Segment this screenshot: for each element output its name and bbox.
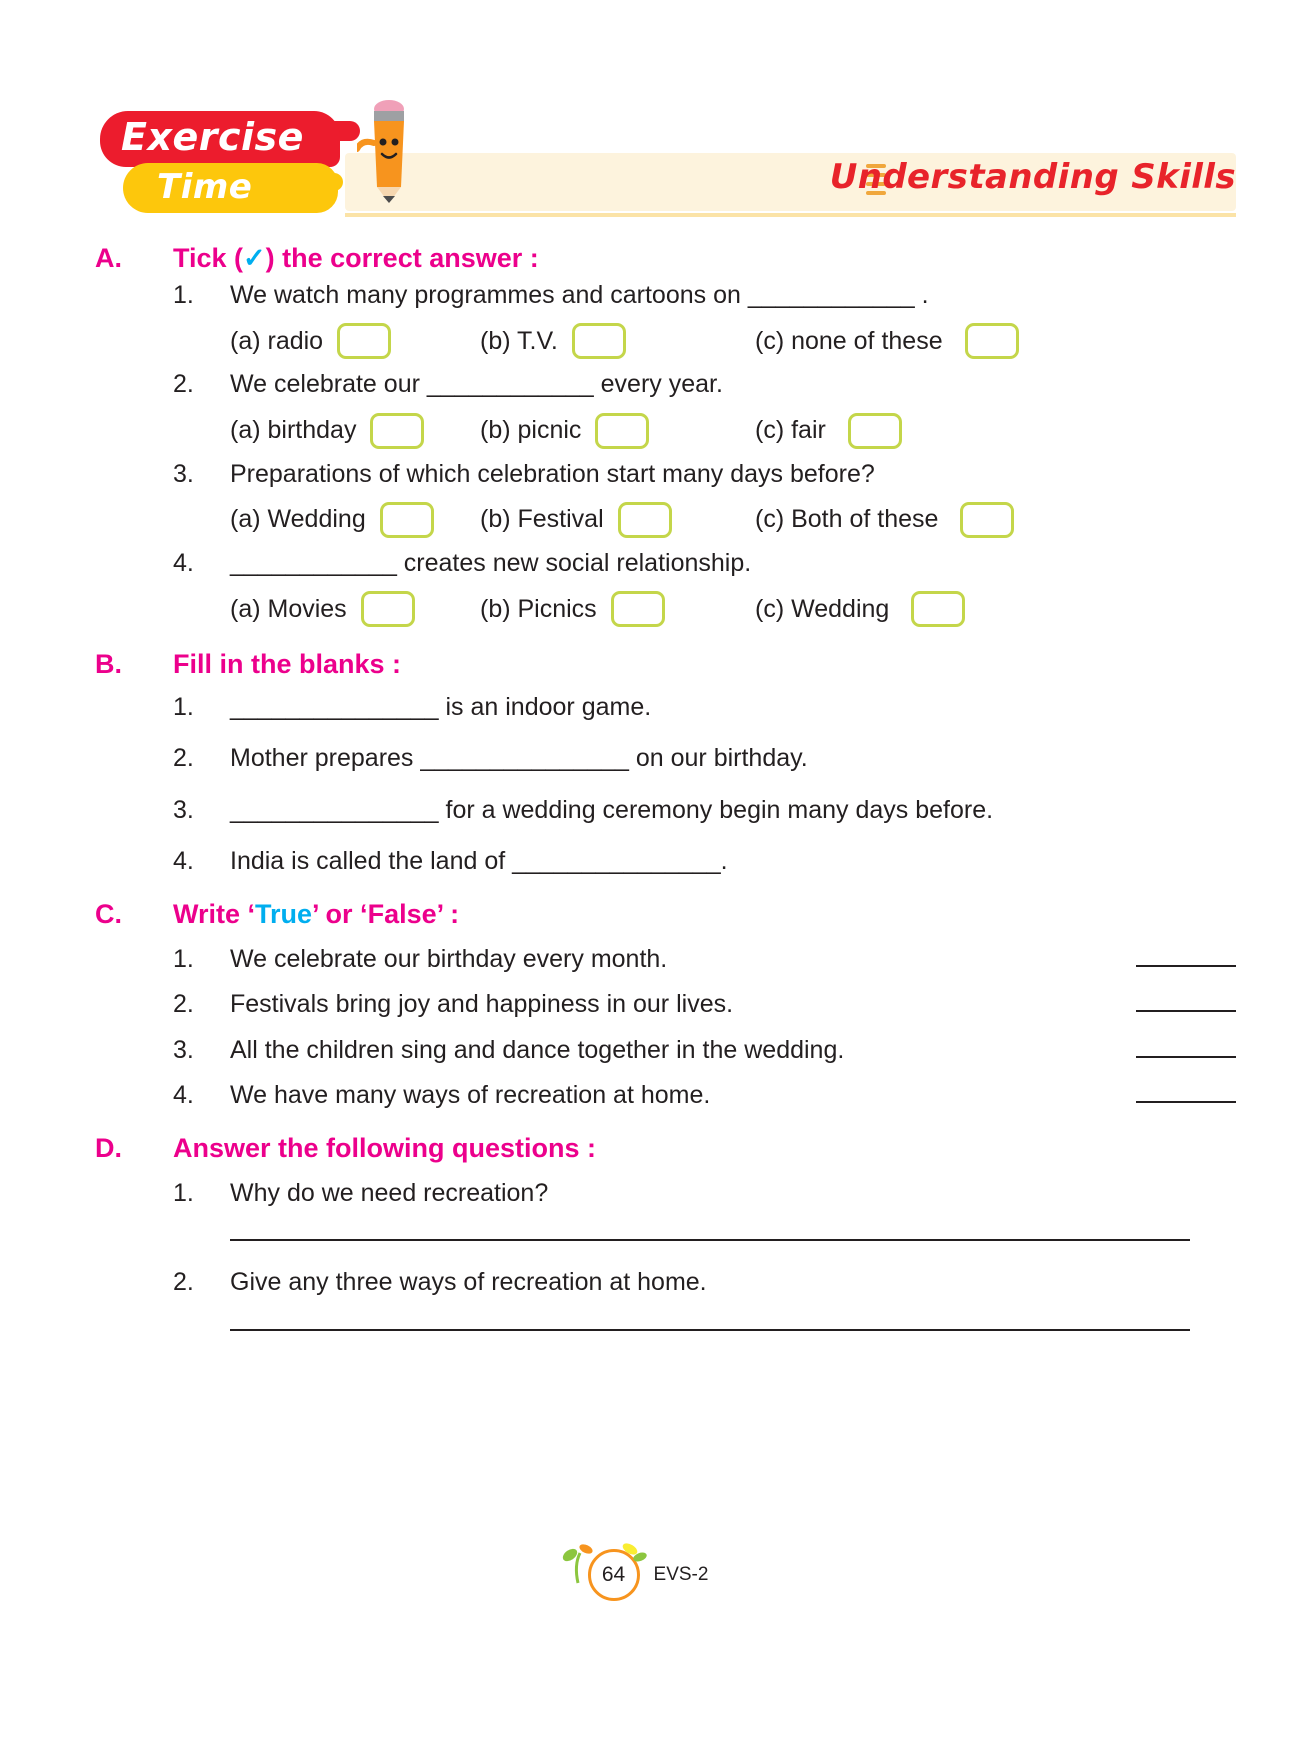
option-a4-c-label: (c) Wedding bbox=[755, 594, 890, 623]
tick-box-a1-b[interactable] bbox=[572, 323, 626, 359]
option-a2-c[interactable] bbox=[755, 413, 1095, 449]
question-b1-text: _______________ is an indoor game. bbox=[230, 693, 652, 721]
question-a1 bbox=[95, 280, 1236, 311]
question-b4 bbox=[95, 846, 1236, 877]
badge-label-exercise: Exercise bbox=[121, 115, 304, 159]
question-c2 bbox=[95, 989, 1236, 1020]
question-b2-number: 2. bbox=[173, 744, 194, 773]
book-label: EVS-2 bbox=[653, 1564, 709, 1585]
question-b2-text: Mother prepares _______________ on our birthday. bbox=[230, 744, 808, 773]
option-a3-a-label: (a) Wedding bbox=[230, 505, 366, 534]
section-c-title-false: False bbox=[367, 899, 437, 929]
header-band-underline bbox=[345, 213, 1236, 217]
question-c4-number: 4. bbox=[173, 1080, 194, 1109]
tick-box-a4-b[interactable] bbox=[611, 591, 665, 627]
option-a3-b-label: (b) Festival bbox=[480, 505, 604, 534]
question-c2-text: Festivals bring joy and happiness in our lives. bbox=[230, 990, 734, 1019]
question-d2-text: Give any three ways of recreation at home. bbox=[230, 1268, 707, 1297]
option-a3-c[interactable] bbox=[755, 502, 1095, 538]
question-b4-text: India is called the land of _______________. bbox=[230, 846, 728, 875]
answer-blank-c4[interactable] bbox=[1136, 1081, 1236, 1103]
question-c1-number: 1. bbox=[173, 945, 194, 973]
tick-box-a4-a[interactable] bbox=[361, 591, 415, 627]
section-c-letter: C. bbox=[95, 899, 122, 929]
option-a2-a[interactable] bbox=[230, 413, 480, 449]
tick-box-a2-b[interactable] bbox=[595, 413, 649, 449]
section-b bbox=[95, 649, 1236, 877]
option-a1-a-label: (a) radio bbox=[230, 326, 324, 355]
tick-box-a3-a[interactable] bbox=[380, 502, 434, 538]
tick-box-a4-c[interactable] bbox=[911, 591, 965, 627]
tick-box-a3-b[interactable] bbox=[618, 502, 672, 538]
question-c3-text: All the children sing and dance together in the wedding. bbox=[230, 1035, 845, 1064]
section-c-title-true: True bbox=[255, 899, 313, 929]
option-a1-b-label: (b) T.V. bbox=[480, 326, 558, 355]
option-a2-b-label: (b) picnic bbox=[480, 416, 582, 444]
option-a1-c[interactable] bbox=[755, 323, 1095, 359]
section-a-title-prefix: Tick ( bbox=[173, 243, 244, 273]
question-a1-text: We watch many programmes and cartoons on ____________ . bbox=[230, 281, 929, 309]
question-c4 bbox=[95, 1080, 1236, 1111]
answer-blank-c3[interactable] bbox=[1136, 1036, 1236, 1058]
badge-label-time: Time bbox=[157, 167, 253, 207]
worksheet-content bbox=[95, 243, 1236, 1331]
section-d-heading bbox=[95, 1133, 1236, 1164]
option-a4-b[interactable] bbox=[480, 591, 755, 627]
section-c-title bbox=[173, 899, 459, 930]
section-c-title-suffix: ’ : bbox=[436, 899, 460, 929]
options-a1 bbox=[230, 319, 1236, 363]
section-c-title-prefix: Write ‘ bbox=[173, 899, 256, 929]
option-a3-b[interactable] bbox=[480, 502, 755, 538]
question-b3 bbox=[95, 795, 1236, 826]
question-c3-number: 3. bbox=[173, 1035, 194, 1064]
option-a4-a[interactable] bbox=[230, 591, 480, 627]
question-c1 bbox=[95, 944, 1236, 975]
question-c1-text: We celebrate our birthday every month. bbox=[230, 945, 668, 973]
section-a-title-suffix: ) the correct answer : bbox=[265, 243, 539, 273]
question-c4-text: We have many ways of recreation at home. bbox=[230, 1080, 711, 1109]
section-b-letter: B. bbox=[95, 649, 122, 679]
question-a2-text: We celebrate our ____________ every year. bbox=[230, 370, 723, 399]
option-a1-b[interactable] bbox=[480, 323, 755, 359]
question-a3-number: 3. bbox=[173, 459, 194, 488]
question-d1-text: Why do we need recreation? bbox=[230, 1179, 549, 1207]
option-a2-c-label: (c) fair bbox=[755, 416, 826, 444]
worksheet-page bbox=[0, 95, 1296, 1751]
question-b1-number: 1. bbox=[173, 693, 194, 721]
leaf-right-icon bbox=[612, 1535, 648, 1581]
options-a3 bbox=[230, 498, 1236, 542]
page-number: 64 bbox=[588, 1549, 640, 1601]
section-d bbox=[95, 1133, 1236, 1331]
question-b1 bbox=[95, 692, 1236, 723]
question-d1 bbox=[95, 1178, 1236, 1209]
section-c bbox=[95, 899, 1236, 1111]
answer-line-d2[interactable] bbox=[230, 1329, 1190, 1331]
tick-box-a1-a[interactable] bbox=[337, 323, 391, 359]
option-a2-a-label: (a) birthday bbox=[230, 416, 357, 444]
section-b-heading bbox=[95, 649, 1236, 680]
question-a3 bbox=[95, 459, 1236, 490]
question-a4 bbox=[95, 548, 1236, 579]
exercise-time-badge bbox=[95, 103, 355, 219]
question-b3-number: 3. bbox=[173, 795, 194, 824]
question-a4-text: ____________ creates new social relationship. bbox=[230, 548, 752, 577]
page-footer bbox=[0, 1549, 1296, 1601]
section-b-title: Fill in the blanks : bbox=[173, 649, 402, 679]
leaf-left-icon bbox=[560, 1539, 596, 1585]
question-b2 bbox=[95, 743, 1236, 774]
option-a3-a[interactable] bbox=[230, 502, 480, 538]
option-a4-b-label: (b) Picnics bbox=[480, 594, 597, 623]
tick-box-a3-c[interactable] bbox=[960, 502, 1014, 538]
skills-title: Understanding Skills bbox=[829, 157, 1236, 197]
section-a-heading bbox=[95, 243, 1236, 274]
question-a2-number: 2. bbox=[173, 370, 194, 399]
question-b4-number: 4. bbox=[173, 846, 194, 875]
question-c2-number: 2. bbox=[173, 990, 194, 1019]
answer-line-d1[interactable] bbox=[230, 1239, 1190, 1241]
footer-inner bbox=[588, 1549, 709, 1601]
answer-blank-c2[interactable] bbox=[1136, 990, 1236, 1012]
answer-blank-c1[interactable] bbox=[1136, 945, 1236, 967]
options-a4 bbox=[230, 587, 1236, 631]
option-a4-c[interactable] bbox=[755, 591, 1095, 627]
question-d2-number: 2. bbox=[173, 1268, 194, 1297]
page-header bbox=[95, 95, 1236, 225]
option-a1-a[interactable] bbox=[230, 323, 480, 359]
section-c-heading bbox=[95, 899, 1236, 930]
option-a1-c-label: (c) none of these bbox=[755, 326, 943, 355]
options-a2 bbox=[230, 409, 1236, 453]
tick-box-a2-a[interactable] bbox=[370, 413, 424, 449]
question-c3 bbox=[95, 1035, 1236, 1066]
tick-box-a2-c[interactable] bbox=[848, 413, 902, 449]
section-a-title bbox=[173, 243, 539, 274]
question-d2 bbox=[95, 1267, 1236, 1298]
tick-box-a1-c[interactable] bbox=[965, 323, 1019, 359]
section-c-title-mid: ’ or ‘ bbox=[312, 899, 368, 929]
question-b3-text: _______________ for a wedding ceremony begin many days before. bbox=[230, 795, 994, 824]
section-a bbox=[95, 243, 1236, 631]
question-a3-text: Preparations of which celebration start many days before? bbox=[230, 459, 875, 488]
check-icon: ✓ bbox=[243, 243, 266, 273]
section-a-letter: A. bbox=[95, 243, 122, 273]
option-a4-a-label: (a) Movies bbox=[230, 594, 347, 623]
question-a2 bbox=[95, 369, 1236, 400]
question-a1-number: 1. bbox=[173, 281, 194, 309]
section-d-title: Answer the following questions : bbox=[173, 1133, 597, 1163]
question-d1-number: 1. bbox=[173, 1179, 194, 1207]
pencil-mascot-icon bbox=[357, 97, 417, 207]
option-a2-b[interactable] bbox=[480, 413, 755, 449]
option-a3-c-label: (c) Both of these bbox=[755, 505, 939, 534]
question-a4-number: 4. bbox=[173, 548, 194, 577]
section-d-letter: D. bbox=[95, 1133, 122, 1163]
